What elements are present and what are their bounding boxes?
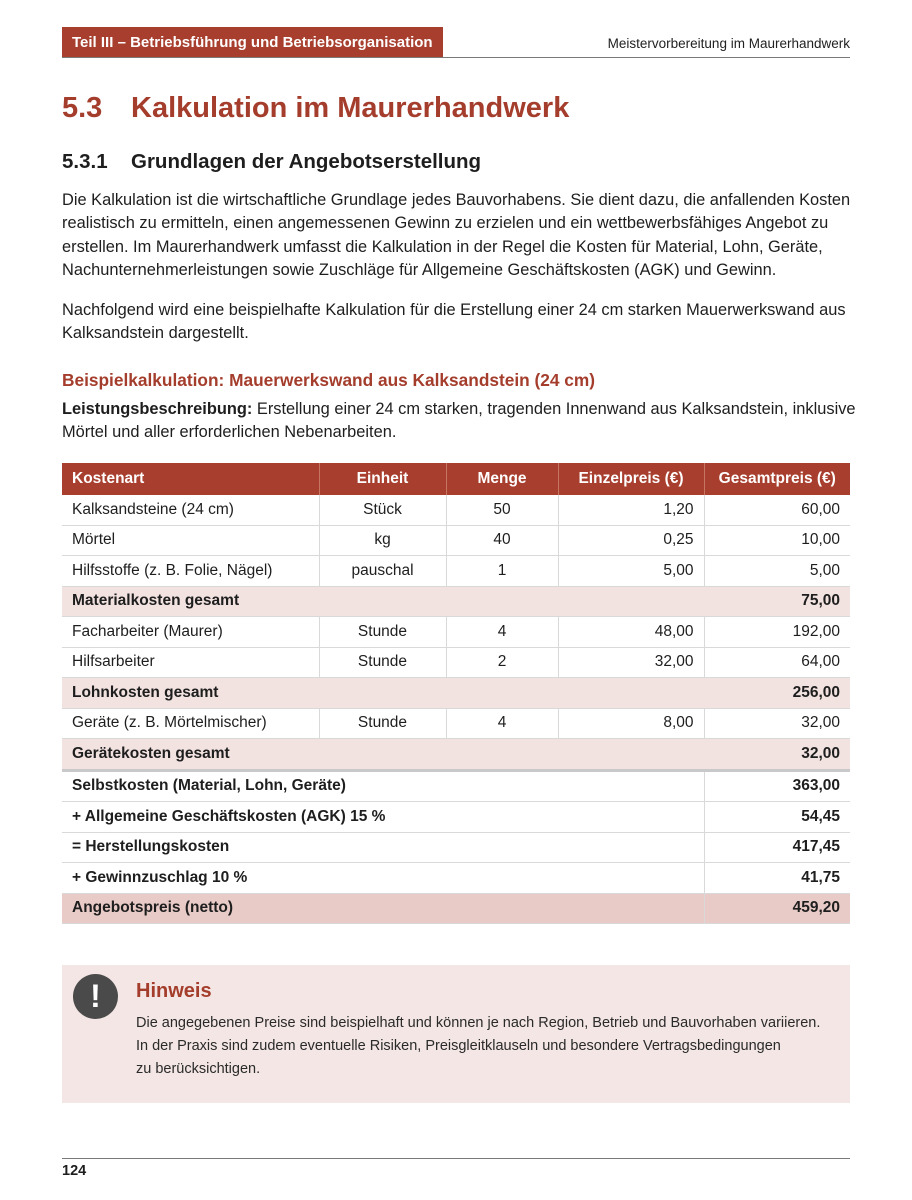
summary-value: 41,75 (704, 863, 850, 894)
summary-row-overhead (62, 802, 850, 833)
summary-label: = Herstellungskosten (62, 832, 704, 863)
quantity-cell: 2 (446, 647, 558, 678)
service-description-text: Erstellung einer 24 cm starken, tragenden Innenwand aus Kalksandstein, inklusive Mörtel und aller erforderlichen Nebenarbeiten. (62, 400, 856, 442)
table-row (62, 647, 850, 678)
col-header-total-price: Gesamtpreis (€) (704, 463, 850, 495)
section-number: 5.3 (62, 92, 103, 124)
subtotal-value: 256,00 (704, 678, 850, 709)
intro-paragraph: Die Kalkulation ist die wirtschaftliche Grundlage jedes Bauvorhabens. Sie dient dazu, die anfallenden Kosten realistisch zu ermitteln, einen angemessenen Gewinn zu erzielen und ein wettbewerbsfähiges Angebot zu erstellen. Im Maurerhandwerk umfasst die Kalkulation in der Regel die Kosten für Material, Lohn, Geräte, Nachunternehmerleistungen sowie Zuschläge für Allgemeine Geschäftskosten (AGK) und Gewinn. (62, 191, 851, 279)
summary-value: 54,45 (704, 802, 850, 833)
example-heading: Beispielkalkulation: Mauerwerkswand aus Kalksandstein (24 cm) (62, 370, 596, 390)
unit-cell: kg (319, 525, 446, 556)
subtotal-label: Gerätekosten gesamt (62, 739, 704, 771)
total-price-cell: 60,00 (704, 495, 850, 525)
cost-type-cell: Hilfsarbeiter (62, 647, 319, 678)
exclamation-icon: ! (73, 974, 118, 1019)
table-row (62, 556, 850, 587)
unit-price-cell: 32,00 (558, 647, 704, 678)
subsection-title: Grundlagen der Angebotserstellung (131, 150, 482, 173)
cost-type-cell: Mörtel (62, 525, 319, 556)
subtotal-value: 32,00 (704, 739, 850, 771)
footer-divider (62, 1158, 850, 1159)
quantity-cell: 4 (446, 708, 558, 739)
total-price-cell: 192,00 (704, 617, 850, 648)
table-row (62, 495, 850, 525)
cost-type-cell: Geräte (z. B. Mörtelmischer) (62, 708, 319, 739)
unit-cell: Stunde (319, 617, 446, 648)
col-header-quantity: Menge (446, 463, 558, 495)
unit-price-cell: 5,00 (558, 556, 704, 587)
note-title: Hinweis (136, 980, 212, 1002)
total-price-cell: 10,00 (704, 525, 850, 556)
total-price-cell: 64,00 (704, 647, 850, 678)
subtotal-label: Lohnkosten gesamt (62, 678, 704, 709)
subsection-heading (62, 150, 481, 174)
part-title: Teil III – Betriebsführung und Betriebsorganisation (72, 34, 433, 51)
unit-price-cell: 1,20 (558, 495, 704, 525)
quantity-cell: 1 (446, 556, 558, 587)
service-description-label: Leistungsbeschreibung: (62, 400, 253, 418)
summary-label: + Gewinnzuschlag 10 % (62, 863, 704, 894)
summary-label: Angebotspreis (netto) (62, 893, 704, 924)
summary-label: Selbstkosten (Material, Lohn, Geräte) (62, 770, 704, 802)
table-row (62, 617, 850, 648)
total-price-cell: 32,00 (704, 708, 850, 739)
cost-type-cell: Kalksandsteine (24 cm) (62, 495, 319, 525)
table-row (62, 708, 850, 739)
subtotal-row-material (62, 586, 850, 617)
summary-value: 459,20 (704, 893, 850, 924)
subtotal-value: 75,00 (704, 586, 850, 617)
service-description (62, 398, 862, 445)
summary-row-prime-cost (62, 770, 850, 802)
subtotal-row-equipment (62, 739, 850, 771)
unit-cell: Stück (319, 495, 446, 525)
note-line: Die angegebenen Preise sind beispielhaft und können je nach Region, Betrieb und Bauvorhaben variieren. (136, 1015, 821, 1031)
summary-label: + Allgemeine Geschäftskosten (AGK) 15 % (62, 802, 704, 833)
calculation-table (62, 463, 850, 924)
unit-price-cell: 8,00 (558, 708, 704, 739)
total-price-cell: 5,00 (704, 556, 850, 587)
unit-cell: Stunde (319, 647, 446, 678)
header-divider (62, 57, 850, 58)
subtotal-row-labor (62, 678, 850, 709)
subsection-number: 5.3.1 (62, 150, 108, 173)
summary-row-profit (62, 863, 850, 894)
summary-value: 417,45 (704, 832, 850, 863)
unit-price-cell: 0,25 (558, 525, 704, 556)
note-text (136, 1012, 842, 1081)
unit-price-cell: 48,00 (558, 617, 704, 648)
col-header-cost-type: Kostenart (62, 463, 319, 495)
cost-type-cell: Hilfsstoffe (z. B. Folie, Nägel) (62, 556, 319, 587)
summary-row-production-cost (62, 832, 850, 863)
book-title: Meistervorbereitung im Maurerhandwerk (607, 36, 850, 51)
col-header-unit-price: Einzelpreis (€) (558, 463, 704, 495)
section-title: Kalkulation im Maurerhandwerk (131, 92, 570, 124)
table-row (62, 525, 850, 556)
quantity-cell: 50 (446, 495, 558, 525)
unit-cell: pauschal (319, 556, 446, 587)
summary-value: 363,00 (704, 770, 850, 802)
col-header-unit: Einheit (319, 463, 446, 495)
subtotal-label: Materialkosten gesamt (62, 586, 704, 617)
example-intro-paragraph: Nachfolgend wird eine beispielhafte Kalkulation für die Erstellung einer 24 cm starken Mauerwerkswand aus Kalksandstein dargestellt. (62, 301, 846, 343)
summary-row-offer-price (62, 893, 850, 924)
table-header-row (62, 463, 850, 495)
note-line: In der Praxis sind zudem eventuelle Risiken, Preisgleitklauseln und besondere Vertragsbedingungen (136, 1038, 781, 1054)
unit-cell: Stunde (319, 708, 446, 739)
note-line: zu berücksichtigen. (136, 1061, 261, 1077)
quantity-cell: 4 (446, 617, 558, 648)
cost-type-cell: Facharbeiter (Maurer) (62, 617, 319, 648)
quantity-cell: 40 (446, 525, 558, 556)
section-heading (62, 92, 569, 125)
page-number: 124 (62, 1163, 87, 1179)
